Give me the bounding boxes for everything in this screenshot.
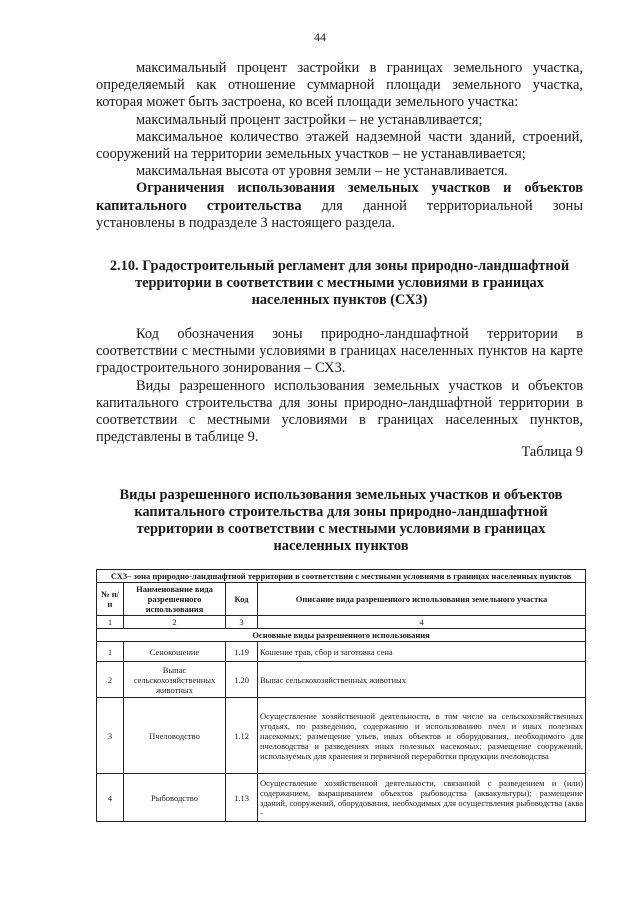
row-desc: Выпас сельскохозяйственных животных [258, 662, 586, 698]
section-paragraph-1: Код обозначения зоны природно-ландшафтной территории в соответствии с местными условиями в границах населенных пунктов на карте градостроительного зонирования – СХ3. [96, 326, 583, 377]
col-number: 3 [226, 616, 258, 629]
row-num: 3 [97, 698, 124, 774]
column-numbers-row [97, 616, 586, 629]
intro-text [96, 60, 583, 232]
table-row [97, 698, 586, 774]
section-paragraph-2: Виды разрешенного использования земельных участков и объектов капитального строительства для зоны природно-ландшафтной территории в соответствии с местными условиями в границах населенных пунктов, представлены в таблице 9. [96, 377, 583, 446]
row-code: 1.13 [226, 774, 258, 822]
row-num: 1 [97, 642, 124, 662]
row-desc: Осуществление хозяйственной деятельности, в том числе на сельскохозяйственных угодьях, по разведению, содержанию и использованию пчел и иных полезных насекомых; размещение ульев, иных объектов и оборудования, необходимого для пчеловодства и разведениях иных полезных насекомых; размещение сооружений, используемых для хранения и первичной переработки продукции пчеловодства [258, 698, 586, 774]
table-zone-title-row [97, 570, 586, 583]
row-desc: Кошение трав, сбор и заготовка сена [258, 642, 586, 662]
table-label: Таблица 9 [521, 444, 583, 460]
col-number: 4 [258, 616, 586, 629]
restrictions-bold-text: Ограничения использования земельных участков и объектов капитального строительства [96, 180, 583, 214]
col-number: 1 [97, 616, 124, 629]
row-num: 4 [97, 774, 124, 822]
intro-paragraph-2: максимальный процент застройки – не устанавливается; [136, 111, 483, 128]
land-use-table [96, 569, 586, 822]
zone-title-cell: СХ3– зона природно-ландшафтной территории в соответствии с местными условиями в границах населенных пунктов [97, 570, 586, 583]
row-name: Рыбоводство [124, 774, 226, 822]
col-number: 2 [124, 616, 226, 629]
intro-paragraph-5 [96, 180, 583, 232]
intro-paragraph-1: максимальный процент застройки в границах земельного участка, определяемый как отношение суммарной площади земельного участка, которая может быть застроена, ко всей площади земельного участка: [96, 60, 583, 111]
table-header-row [97, 583, 586, 616]
row-name: Сенокошение [124, 642, 226, 662]
header-num: № п/п [97, 583, 124, 616]
group-title-row [97, 629, 586, 642]
table-title: Виды разрешенного использования земельных участков и объектов капитального строительства для зоны природно-ландшафтной территории в соответствии с местными условиями в границах населенных пунктов [119, 487, 563, 554]
table-row [97, 774, 586, 822]
table-row [97, 662, 586, 698]
section-heading: 2.10. Градостроительный регламент для зоны природно-ландшафтной территории в соответствии с местными условиями в границах населенных пунктов (СХ3) [109, 258, 570, 308]
table-row [97, 642, 586, 662]
row-name: Пчеловодство [124, 698, 226, 774]
row-desc: Осуществление хозяйственной деятельности, связанной с разведением и (или) содержанием, выращиванием объектов рыбоводства (аквакультуры); размещение зданий, сооружений, оборудования, необходимых для осуществления рыбоводства (аква - [258, 774, 586, 822]
header-name: Наименование вида разрешенного использования [124, 583, 226, 616]
row-num: 2 [97, 662, 124, 698]
header-desc: Описание вида разрешенного использования земельного участка [258, 583, 586, 616]
row-code: 1.19 [226, 642, 258, 662]
row-code: 1.20 [226, 662, 258, 698]
header-code: Код [226, 583, 258, 616]
group-title-cell: Основные виды разрешенного использования [97, 629, 586, 642]
row-name: Выпас сельскохозяйственных животных [124, 662, 226, 698]
restrictions-text: для данной территориальной зоны установлены в подразделе 3 настоящего раздела. [96, 197, 583, 231]
intro-paragraph-3: максимальное количество этажей надземной части зданий, строений, сооружений на территории земельных участков – не устанавливается; [96, 128, 583, 163]
row-code: 1.12 [226, 698, 258, 774]
intro-paragraph-4: максимальная высота от уровня земли – не устанавливается. [136, 163, 508, 180]
page-number: 44 [314, 30, 326, 44]
section-body [96, 326, 583, 446]
